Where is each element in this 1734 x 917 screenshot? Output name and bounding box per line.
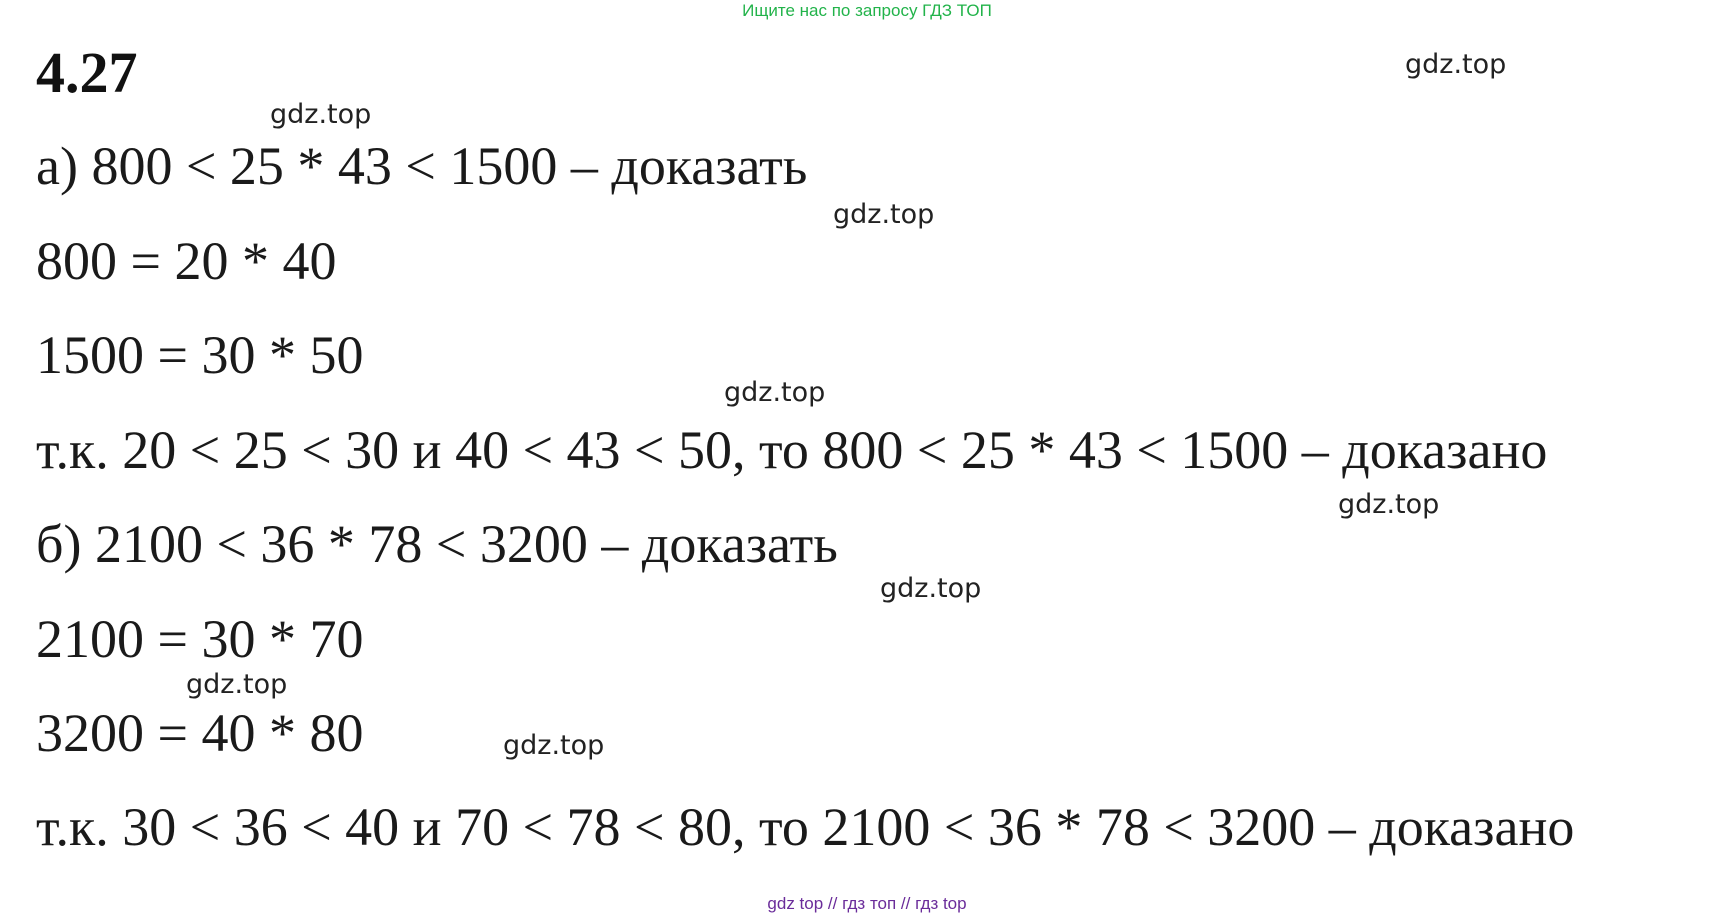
solution-line-a-upper: 1500 = 30 * 50 (36, 325, 364, 385)
watermark: gdz.top (880, 573, 982, 604)
solution-line-b-upper: 3200 = 40 * 80 (36, 703, 364, 763)
watermark: gdz.top (1405, 49, 1507, 80)
watermark: gdz.top (186, 669, 288, 700)
footer-links: gdz top // гдз топ // гдз top (767, 894, 967, 913)
watermark: gdz.top (270, 99, 372, 130)
top-banner: Ищите нас по запросу ГДЗ ТОП (742, 1, 992, 20)
problem-number: 4.27 (36, 40, 138, 105)
watermark: gdz.top (833, 199, 935, 230)
solution-line-b-conclusion: т.к. 30 < 36 < 40 и 70 < 78 < 80, то 2100 < 36 * 78 < 3200 – доказано (36, 797, 1575, 857)
solution-line-a-statement: а) 800 < 25 * 43 < 1500 – доказать (36, 136, 808, 196)
solution-line-b-lower: 2100 = 30 * 70 (36, 609, 364, 669)
watermark: gdz.top (724, 377, 826, 408)
watermark: gdz.top (1338, 489, 1440, 520)
solution-line-a-conclusion: т.к. 20 < 25 < 30 и 40 < 43 < 50, то 800 < 25 * 43 < 1500 – доказано (36, 420, 1548, 480)
solution-line-a-lower: 800 = 20 * 40 (36, 231, 337, 291)
solution-line-b-statement: б) 2100 < 36 * 78 < 3200 – доказать (36, 514, 838, 574)
watermark: gdz.top (503, 730, 605, 761)
